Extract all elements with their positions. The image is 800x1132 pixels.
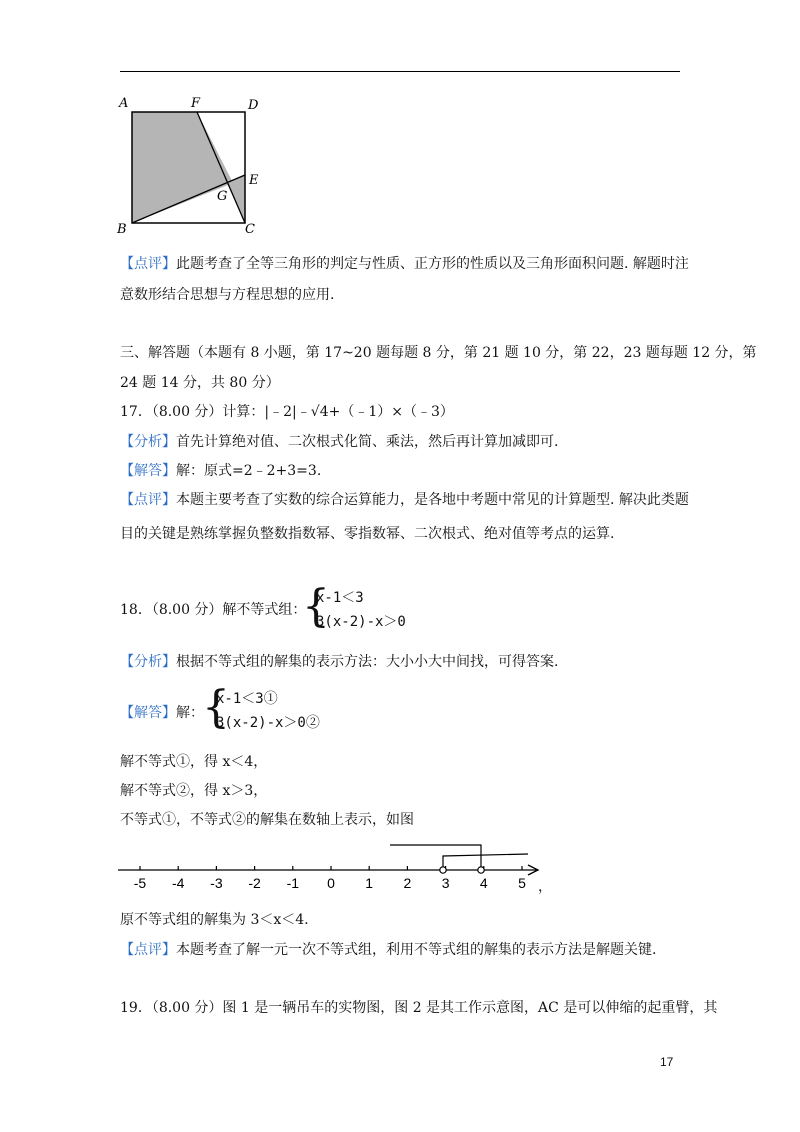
x-lt-4-line (390, 845, 481, 870)
q17-analysis-tag: 【分析】 (120, 434, 176, 450)
open-circle-3 (440, 867, 446, 873)
x-gt-3-line (443, 854, 528, 870)
label-B: B (117, 222, 127, 237)
q18-analysis-text: 根据不等式组的解集的表示方法：大小小大中间找，可得答案. (176, 654, 559, 670)
q17-comment-line1 (120, 490, 689, 510)
tick-label: 2 (403, 875, 412, 891)
tick-label: -1 (286, 875, 300, 891)
q19-stem: 19．（8.00 分）图 1 是一辆吊车的实物图，图 2 是其工作示意图，AC 是可以伸缩的起重臂，其 (120, 1000, 718, 1016)
comment1-line1 (120, 254, 689, 274)
label-F: F (191, 96, 201, 111)
q18-brace: { (302, 581, 330, 632)
q18-answer-brace: { (202, 682, 230, 733)
tick-label: 1 (365, 875, 374, 891)
section3-line2: 24 题 14 分，共 80 分） (120, 375, 280, 391)
label-D: D (248, 98, 259, 113)
q18-asys2: 3(x-2)-x＞0② (216, 715, 320, 731)
q17-answer-text: 解：原式=2﹣2+3=3. (176, 463, 322, 479)
tick-label: -3 (210, 875, 223, 891)
q18-comment (120, 940, 656, 960)
q18-sys2: 3(x-2)-x＞0 (316, 614, 406, 630)
q17-stem: 17．（8.00 分）计算：|﹣2|﹣√4+（﹣1）×（﹣3） (120, 404, 454, 420)
q18-step1: 解不等式①，得 x＜4， (120, 754, 268, 770)
tick-label: 4 (479, 875, 488, 891)
page-number: 17 (660, 1055, 674, 1069)
q18-sys1: x-1＜3 (316, 590, 364, 606)
q18-answer-prefix: 解： (176, 705, 204, 721)
q17-answer-tag: 【解答】 (120, 463, 176, 479)
q18-answer-tag: 【解答】 (120, 705, 176, 721)
section3-line1: 三、解答题（本题有 8 小题，第 17~20 题每题 8 分，第 21 题 10 分，第 22，23 题每题 12 分，第 (120, 345, 757, 361)
comment1-text1: 此题考查了全等三角形的判定与性质、正方形的性质以及三角形面积问题. 解题时注 (176, 256, 689, 272)
label-G: G (217, 189, 228, 204)
comment1-line2: 意数形结合思想与方程思想的应用. (120, 287, 335, 303)
tick-label: 5 (518, 875, 526, 891)
q17-answer (120, 461, 321, 481)
q18-analysis (120, 652, 558, 672)
q18-step2: 解不等式②，得 x＞3， (120, 783, 268, 799)
q17-comment-tag: 【点评】 (120, 492, 176, 508)
tick-label: 0 (327, 875, 335, 891)
q17-analysis-text: 首先计算绝对值、二次根式化简、乘法，然后再计算加减即可. (176, 434, 559, 450)
label-E: E (249, 173, 259, 188)
tick-label: -2 (248, 875, 261, 891)
q18-asys1: x-1＜3① (216, 691, 278, 707)
q18-stem: 18．（8.00 分）解不等式组： (120, 602, 307, 618)
shaded-quadrilateral (132, 112, 233, 223)
tick-label: 3 (441, 875, 450, 891)
q18-answer (120, 703, 204, 723)
q18-comment-text: 本题考查了解一元一次不等式组，利用不等式组的解集的表示方法是解题关键. (176, 942, 657, 958)
tick-label: -5 (133, 875, 147, 891)
q17-comment-line2: 目的关键是熟练掌握负整数指数幂、零指数幂、二次根式、绝对值等考点的运算. (120, 526, 615, 542)
q18-step3: 不等式①，不等式②的解集在数轴上表示，如图 (120, 812, 414, 828)
square-figure (115, 92, 275, 237)
number-line-trailing-comma: ， (538, 879, 552, 895)
label-C: C (245, 222, 255, 237)
q17-comment-text1: 本题主要考查了实数的综合运算能力，是各地中考题中常见的计算题型. 解决此类题 (176, 492, 689, 508)
comment1-tag: 【点评】 (120, 256, 176, 272)
q18-analysis-tag: 【分析】 (120, 654, 176, 670)
label-A: A (119, 96, 129, 111)
tick-label: -4 (171, 875, 185, 891)
header-rule (120, 71, 680, 72)
number-line (118, 840, 558, 895)
open-circle-4 (478, 867, 484, 873)
q18-result: 原不等式组的解集为 3＜x＜4. (120, 912, 309, 928)
q18-comment-tag: 【点评】 (120, 942, 176, 958)
q17-analysis (120, 432, 558, 452)
